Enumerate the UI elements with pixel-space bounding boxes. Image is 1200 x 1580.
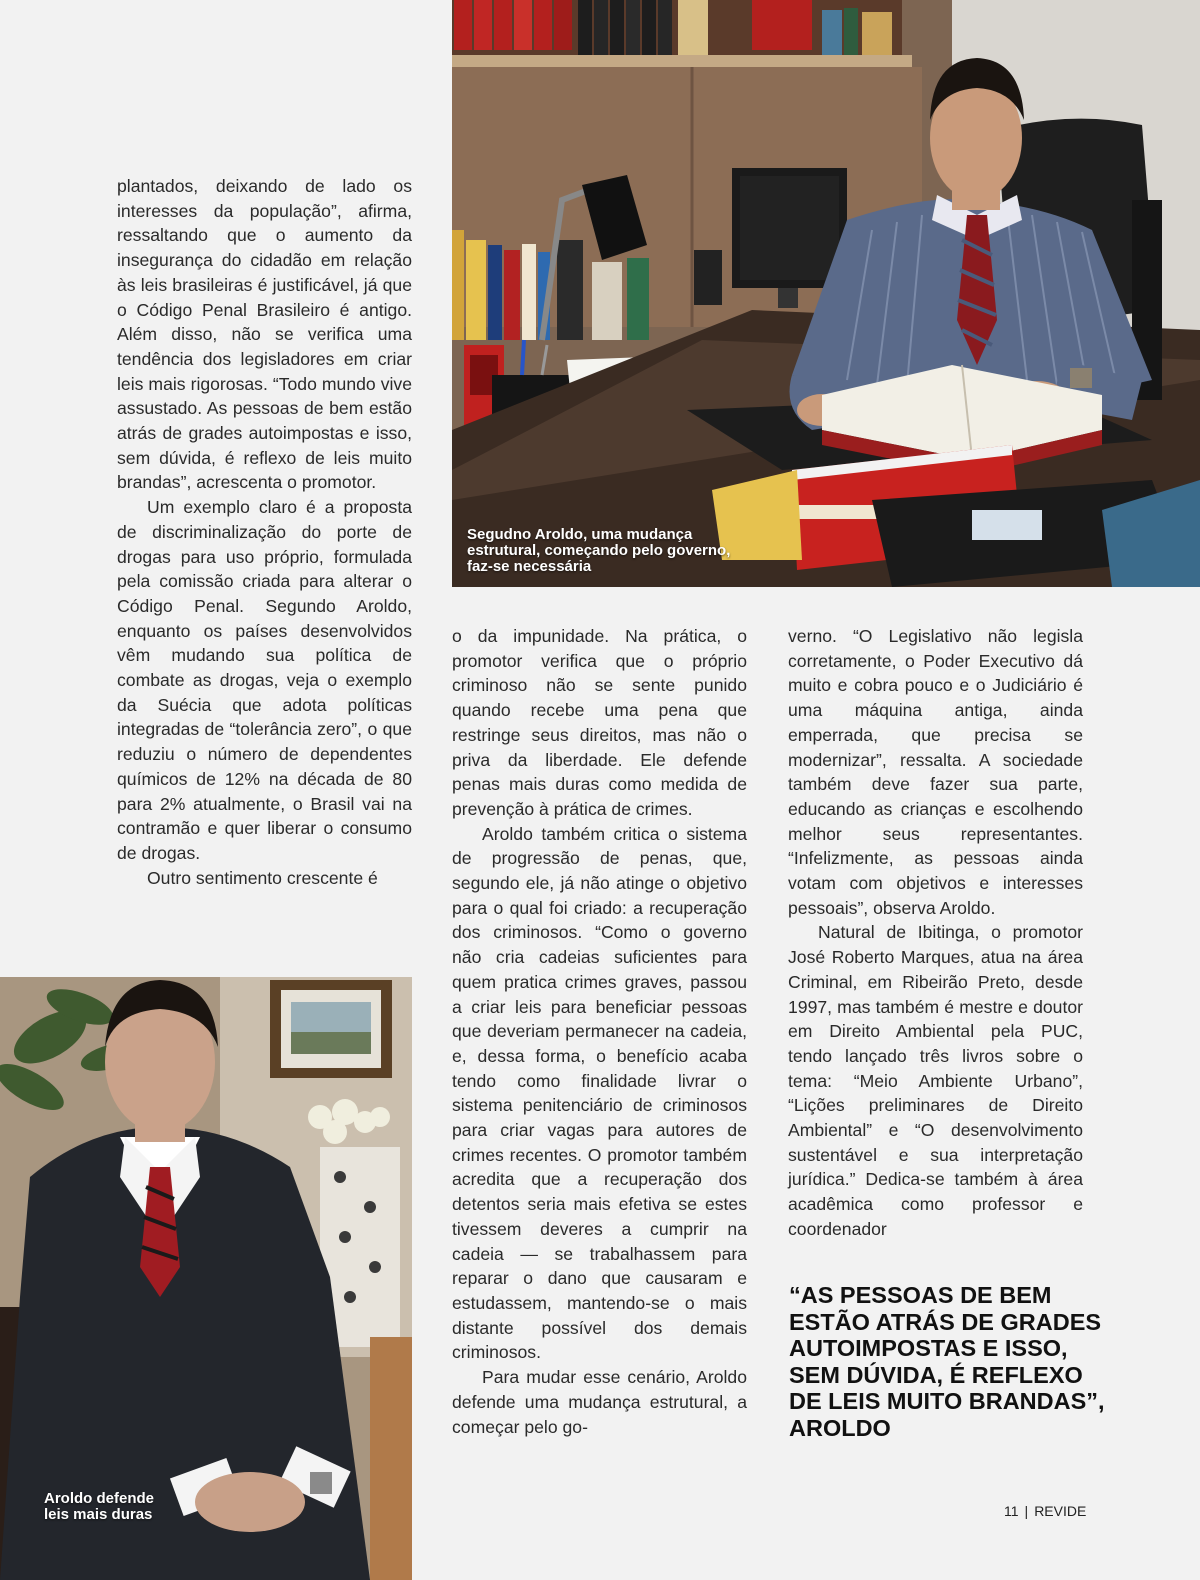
photo-caption-top: Segudno Aroldo, uma mudança estrutural, começando pelo governo, faz-se necessária bbox=[467, 526, 731, 575]
paragraph: Outro sentimento crescente é bbox=[147, 867, 378, 888]
photo-caption-left: Aroldo defende leis mais duras bbox=[44, 1490, 155, 1523]
article-column-1 bbox=[117, 174, 412, 890]
paragraph: Um exemplo claro é a proposta de discriminalização do porte de drogas para uso próprio, formulada pela comissão criada para alterar o Código Penal. Segundo Aroldo, enquanto os países desenvolvidos vêm mudando sua política de combate as drogas, veja o exemplo da Suécia que adota políticas integradas de “tolerância zero”, o que reduziu o número de dependentes químicos de 12% na década de 80 para 2% atualmente, o Brasil vai na contramão e quer liberar o consumo de drogas. bbox=[117, 497, 412, 863]
folio-separator: | bbox=[1024, 1503, 1029, 1519]
paragraph: Natural de Ibitinga, o promotor José Roberto Marques, atua na área Criminal, em Ribeirão Preto, desde 1997, mas também é mestre e doutor em Direito Ambiental pela PUC, tendo lançado três livros sobre o tema: “Meio Ambiente Urbano”, “Lições preliminares de Direito Ambiental” e “O desenvolvimento sustentável e sua interpretação jurídica.” Dedica-se também à área acadêmica como professor e coordenador bbox=[788, 922, 1083, 1239]
magazine-name: REVIDE bbox=[1034, 1503, 1087, 1519]
page-number: 11 bbox=[1004, 1503, 1019, 1519]
paragraph: Para mudar esse cenário, Aroldo defende uma mudança estrutural, a começar pelo go- bbox=[452, 1367, 747, 1437]
paragraph: plantados, deixando de lado os interesses da população”, afirma, ressaltando que o aumento da insegurança do cidadão em relação às leis brasileiras é justificável, já que o Código Penal Brasileiro é antigo. Além disso, não se verifica uma tendência dos legisladores em criar leis mais rigorosas. “Todo mundo vive assustado. As pessoas de bem estão atrás de grades autoimpostas e isso, sem dúvida, é reflexo de leis muito brandas”, acrescenta o promotor. bbox=[117, 176, 412, 493]
article-column-2 bbox=[452, 624, 747, 1439]
page-folio bbox=[1004, 1503, 1086, 1519]
paragraph: Aroldo também critica o sistema de progressão de penas, que, segundo ele, já não atinge o objetivo para o qual foi criado: a recuperação dos criminosos. “Como o governo não cria cadeias suficientes para quem pratica crimes graves, passou a criar leis para beneficiar pessoas que deveriam permanecer na cadeia, e, dessa forma, o benefício acaba tendo como finalidade livrar o sistema penitenciário de criminosos para criar vagas para autores de crimes recentes. O promotor também acredita que a recuperação dos detentos seria mais efetiva se estes tivessem deveres a cumprir na cadeia — se trabalhassem para reparar o dano que causaram e estudassem, mantendo-se o mais distante possível dos demais criminosos. bbox=[452, 823, 747, 1363]
pull-quote: “AS PESSOAS DE BEM ESTÃO ATRÁS DE GRADES AUTOIMPOSTAS E ISSO, SEM DÚVIDA, É REFLEXO DE LEIS MUITO BRANDAS”, AROLDO bbox=[789, 1282, 1105, 1441]
article-column-3 bbox=[788, 624, 1083, 1242]
office-portrait-photo bbox=[452, 0, 1200, 587]
paragraph: o da impunidade. Na prática, o promotor verifica que o próprio criminoso não se sente punido quando recebe uma pena que restringe seus direitos, mas não o priva da liberdade. Ele defende penas mais duras como medida de prevenção à prática de crimes. bbox=[452, 626, 747, 819]
paragraph: verno. “O Legislativo não legisla corretamente, o Poder Executivo dá muito e cobra pouco e o Judiciário é uma máquina antiga, ainda emperrada, que precisa se modernizar”, ressalta. A sociedade também deve fazer sua parte, educando as crianças e escolhendo melhor seus representantes. “Infelizmente, as pessoas ainda votam com objetivos e interesses pessoais”, observa Aroldo. bbox=[788, 626, 1083, 918]
